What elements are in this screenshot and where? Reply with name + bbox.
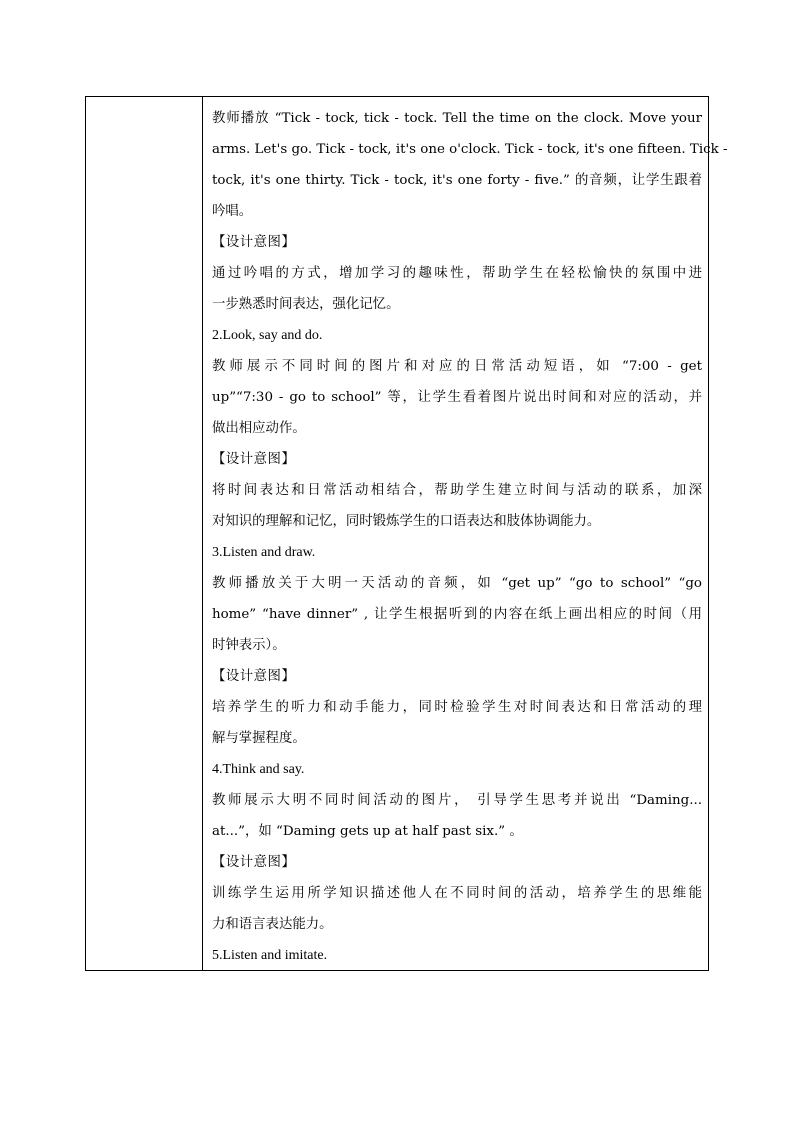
text-line: at...”，如 “Daming gets up at half past six.” 。	[212, 824, 523, 839]
activity-title: 4.Think and say.	[212, 762, 305, 777]
activity-title: 3.Listen and draw.	[212, 545, 316, 560]
text-line: 将时间表达和日常活动相结合，帮助学生建立时间与活动的联系，加深	[212, 483, 702, 498]
text-line: 时钟表示）。	[212, 638, 286, 653]
text-line: 解与掌握程度。	[212, 731, 306, 746]
text-line: 吟唱。	[212, 204, 253, 219]
text-line: 一步熟悉时间表达，强化记忆。	[212, 297, 400, 312]
teaching-process-cell	[212, 103, 728, 971]
activity-title: 2.Look, say and do.	[212, 328, 323, 343]
text-line: 通过吟唱的方式，增加学习的趣味性，帮助学生在轻松愉快的氛围中进	[212, 266, 702, 281]
text-line: up”“7:30 - go to school” 等，让学生看着图片说出时间和对应的活动，并	[212, 390, 702, 405]
text-line: 对知识的理解和记忆，同时锻炼学生的口语表达和肢体协调能力。	[212, 514, 601, 529]
text-line: arms. Let's go. Tick - tock, it's one o'clock. Tick - tock, it's one fifteen. Tick -	[212, 142, 728, 157]
text-line: tock, it's one thirty. Tick - tock, it's one forty - five.” 的音频，让学生跟着	[212, 173, 702, 188]
lesson-plan-table	[85, 96, 728, 971]
design-intent-heading: 【设计意图】	[212, 452, 296, 467]
design-intent-heading: 【设计意图】	[212, 669, 296, 684]
text-line: 教师展示不同时间的图片和对应的日常活动短语，如 “7:00 - get	[212, 359, 702, 374]
design-intent-heading: 【设计意图】	[212, 855, 296, 870]
design-intent-heading: 【设计意图】	[212, 235, 296, 250]
text-line: 训练学生运用所学知识描述他人在不同时间的活动，培养学生的思维能	[212, 886, 702, 901]
text-line: 教师展示大明不同时间活动的图片， 引导学生思考并说出 “Daming...	[212, 793, 702, 808]
text-line: 培养学生的听力和动手能力，同时检验学生对时间表达和日常活动的理	[212, 700, 702, 715]
column-divider	[202, 97, 203, 970]
text-line: 教师播放 “Tick - tock, tick - tock. Tell the time on the clock. Move your	[212, 111, 702, 126]
text-line: 力和语言表达能力。	[212, 917, 333, 932]
activity-title: 5.Listen and imitate.	[212, 948, 328, 963]
text-line: 教师播放关于大明一天活动的音频，如 “get up” “go to school” “go	[212, 576, 702, 591]
text-line: home” “have dinner” , 让学生根据听到的内容在纸上画出相应的时间（用	[212, 607, 702, 622]
text-line: 做出相应动作。	[212, 421, 306, 436]
